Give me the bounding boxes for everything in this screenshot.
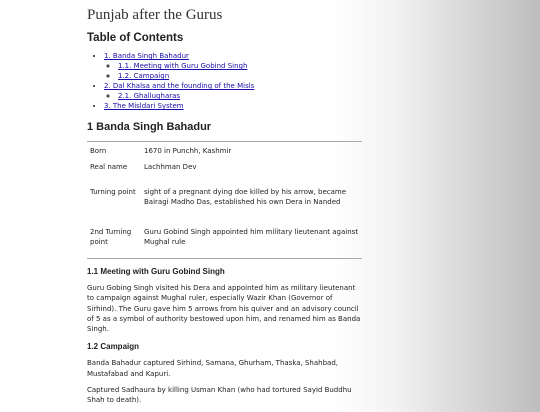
toc-item bbox=[118, 61, 367, 71]
subsection-heading: 1.2 Campaign bbox=[87, 342, 140, 352]
toc-link-campaign[interactable]: 1.2. Campaign bbox=[118, 72, 170, 80]
infobox-key: Turning point bbox=[90, 188, 136, 196]
infobox-key: 2nd Turning point bbox=[90, 228, 132, 246]
table-of-contents bbox=[87, 51, 367, 111]
subsection-heading: 1.1 Meeting with Guru Gobind Singh bbox=[87, 267, 225, 276]
infobox-key: Born bbox=[90, 147, 107, 155]
section-heading: 1 Banda Singh Bahadur bbox=[87, 121, 212, 133]
toc-item bbox=[118, 91, 367, 101]
toc-link-dal-khalsa[interactable]: 2. Dal Khalsa and the founding of the Misls bbox=[104, 82, 255, 90]
document-page bbox=[87, 0, 367, 412]
paragraph: Captured Sadhaura by killing Usman Khan (who had tortured Sayid Buddhu Shah to death). bbox=[87, 386, 352, 405]
infobox-value: 1670 in Punchh, Kashmir bbox=[144, 147, 232, 155]
paragraph: Guru Gobing Singh visited his Dera and appointed him as military lieutenant to campaign against Mughal ruler, especially Wazir Khan (Governor of Sirhind). The Guru gave him 5 arrows from his quiver and an advisory council of 5 as a symbol of authority bestowed upon him, and renamed him as Banda Singh. bbox=[87, 284, 361, 334]
table-row bbox=[87, 217, 362, 247]
toc-item bbox=[118, 71, 367, 81]
divider bbox=[87, 258, 362, 259]
table-row bbox=[87, 187, 362, 217]
infobox-value: sight of a pregnant dying doe killed by his arrow, became Bairagi Madho Das, established his own Dera in Nanded bbox=[144, 188, 347, 206]
toc-item bbox=[104, 51, 367, 81]
page-title: Punjab after the Gurus bbox=[87, 7, 223, 23]
infobox-key: Real name bbox=[90, 163, 128, 171]
toc-link-meeting-with-guru[interactable]: 1.1. Meeting with Guru Gobind Singh bbox=[118, 62, 248, 70]
infobox-value: Guru Gobind Singh appointed him military lieutenant against Mughal rule bbox=[144, 228, 359, 246]
toc-item bbox=[104, 101, 367, 111]
toc-link-misldari-system[interactable]: 3. The Misldari System bbox=[104, 102, 184, 110]
toc-item bbox=[104, 81, 367, 101]
toc-link-ghallugharas[interactable]: 2.1. Ghallugharas bbox=[118, 92, 181, 100]
infobox-table bbox=[87, 142, 362, 247]
toc-heading: Table of Contents bbox=[87, 32, 184, 44]
table-row bbox=[87, 142, 362, 157]
toc-link-banda-singh-bahadur[interactable]: 1. Banda Singh Bahadur bbox=[104, 52, 189, 60]
paragraph: Banda Bahadur captured Sirhind, Samana, Ghurham, Thaska, Shahbad, Mustafabad and Kapuri. bbox=[87, 359, 338, 378]
table-row bbox=[87, 157, 362, 187]
infobox-value: Lachhman Dev bbox=[144, 163, 197, 171]
